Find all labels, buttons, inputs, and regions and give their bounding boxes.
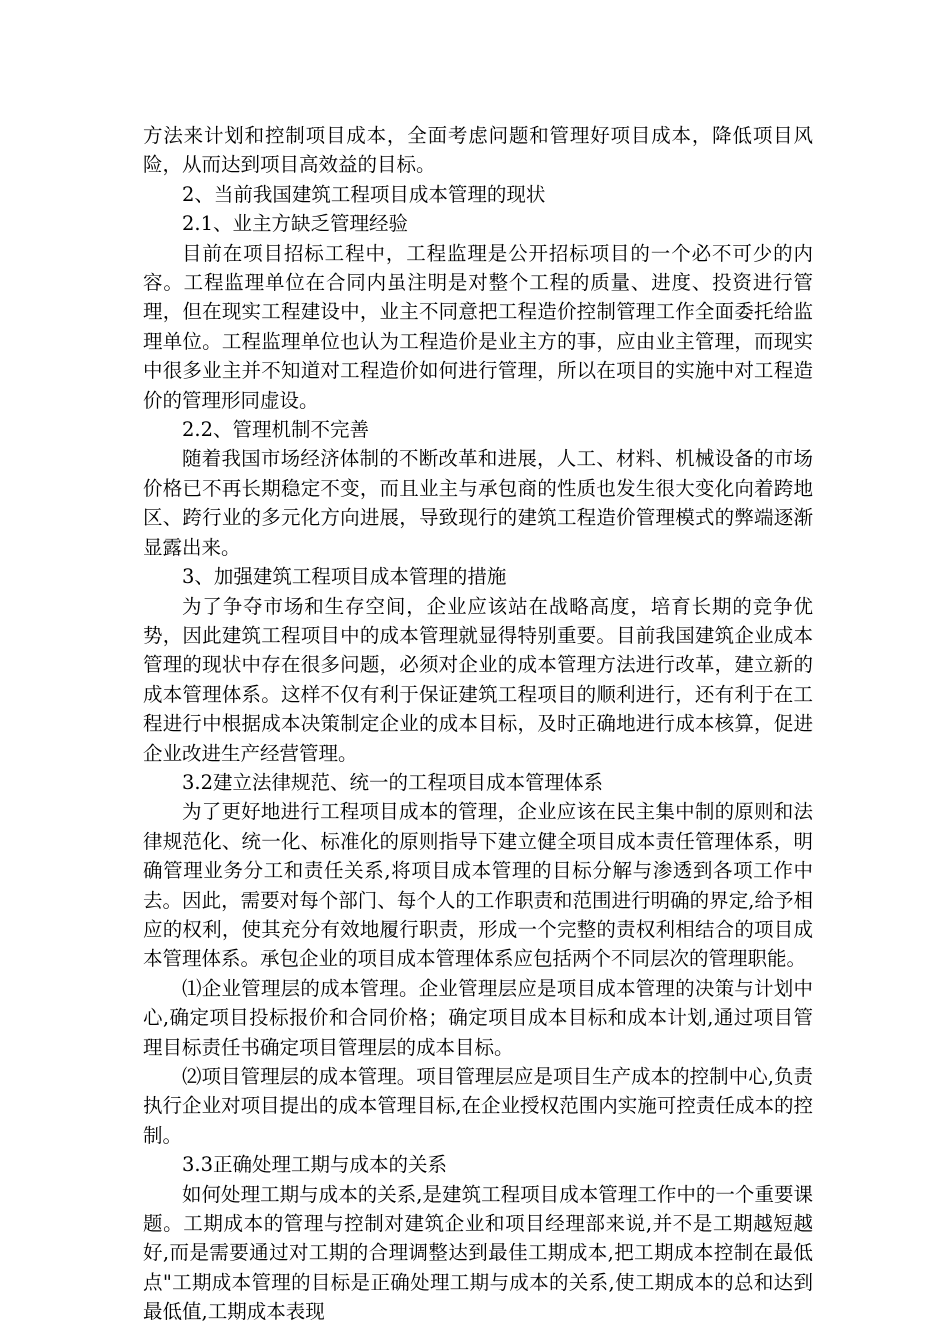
subsection-heading-3-2: 3.2建立法律规范、统一的工程项目成本管理体系 [182,770,604,794]
subsection-heading-2-1: 2.1、业主方缺乏管理经验 [182,212,409,236]
body-paragraph: 如何处理工期与成本的关系,是建筑工程项目成本管理工作中的一个重要课题。工期成本的管理与控制对建筑企业和项目经理部来说,并不是工期越短越好,而是需要通过对工期的合理调整达到最佳工期成本,把工期成本控制在最低点"工期成本管理的目标是正确处理工期与成本的关系,使工期成本的总和达到最低值,工期成本表现 [143,1182,813,1324]
section-heading-2: 2、当前我国建筑工程项目成本管理的现状 [182,182,546,206]
body-paragraph: 为了争夺市场和生存空间，企业应该站在战略高度，培育长期的竞争优势，因此建筑工程项目中的成本管理就显得特别重要。目前我国建筑企业成本管理的现状中存在很多问题，必须对企业的成本管理方法进行改革，建立新的成本管理体系。这样不仅有利于保证建筑工程项目的顺利进行，还有利于在工程进行中根据成本决策制定企业的成本目标，及时正确地进行成本核算，促进企业改进生产经营管理。 [143,594,813,765]
list-item-2: ⑵项目管理层的成本管理。项目管理层应是项目生产成本的控制中心,负责执行企业对项目提出的成本管理目标,在企业授权范围内实施可控责任成本的控制。 [143,1065,813,1147]
list-item-1: ⑴企业管理层的成本管理。企业管理层应是项目成本管理的决策与计划中心,确定项目投标报价和合同价格；确定项目成本目标和成本计划,通过项目管理目标责任书确定项目管理层的成本目标。 [143,976,813,1059]
document-page [143,121,813,1327]
subsection-heading-2-2: 2.2、管理机制不完善 [182,418,370,442]
body-paragraph: 随着我国市场经济体制的不断改革和进展，人工、材料、机械设备的市场价格已不再长期稳定不变，而且业主与承包商的性质也发生很大变化向着跨地区、跨行业的多元化方向进展，导致现行的建筑工程造价管理模式的弊端逐渐显露出来。 [143,447,813,559]
section-heading-3: 3、加强建筑工程项目成本管理的措施 [182,565,507,589]
subsection-heading-3-3: 3.3正确处理工期与成本的关系 [182,1153,448,1177]
body-paragraph: 为了更好地进行工程项目成本的管理，企业应该在民主集中制的原则和法律规范化、统一化、标准化的原则指导下建立健全项目成本责任管理体系，明确管理业务分工和责任关系,将项目成本管理的目标分解与渗透到各项工作中去。因此，需要对每个部门、每个人的工作职责和范围进行明确的界定,给予相应的权利，使其充分有效地履行职责，形成一个完整的责权利相结合的项目成本管理体系。承包企业的项目成本管理体系应包括两个不同层次的管理职能。 [143,800,813,971]
body-paragraph: 目前在项目招标工程中，工程监理是公开招标项目的一个必不可少的内容。工程监理单位在合同内虽注明是对整个工程的质量、进度、投资进行管理，但在现实工程建设中，业主不同意把工程造价控制管理工作全面委托给监理单位。工程监理单位也认为工程造价是业主方的事，应由业主管理，而现实中很多业主并不知道对工程造价如何进行管理，所以在项目的实施中对工程造价的管理形同虚设。 [143,241,813,412]
paragraph-continuation: 方法来计划和控制项目成本，全面考虑问题和管理好项目成本，降低项目风险，从而达到项目高效益的目标。 [143,124,813,177]
